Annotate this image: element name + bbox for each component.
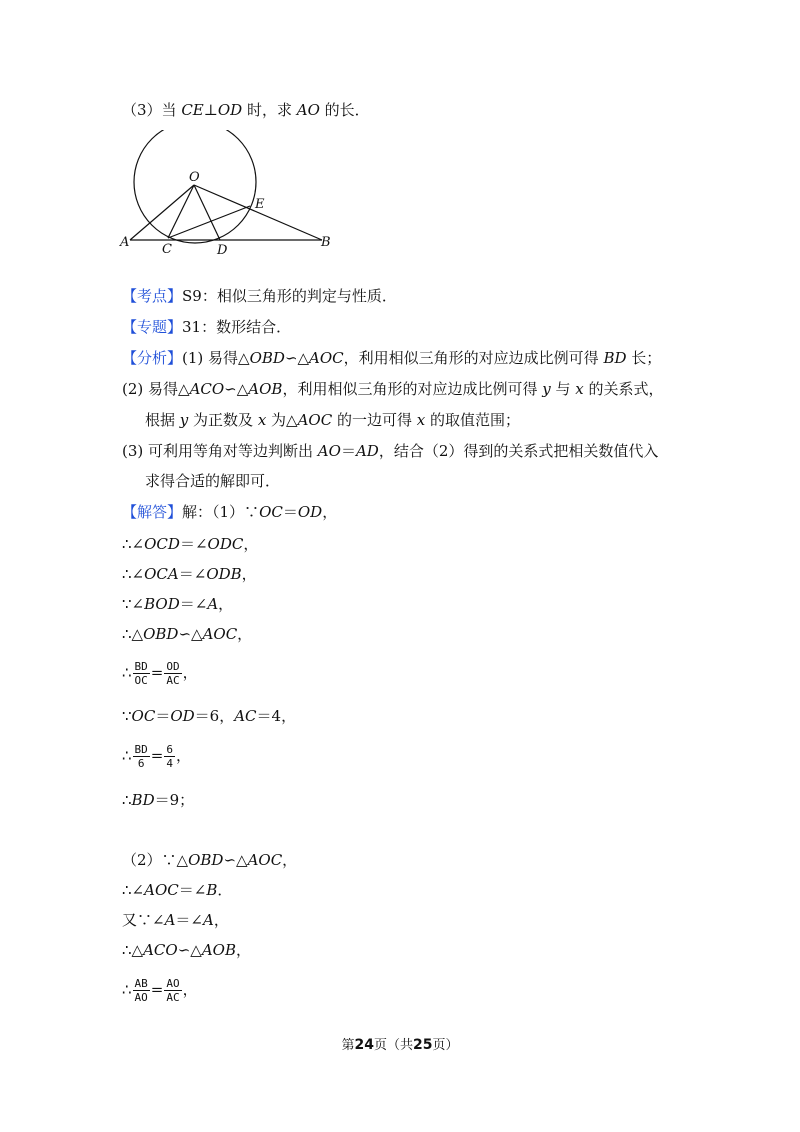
kaodian-line: 【考点】S9：相似三角形的判定与性质． [122,287,397,305]
step-oca-odb: ∴∠OCA＝∠ODB， [122,565,257,583]
label-o: O [189,170,200,185]
zhuanti-tag: 【专题】 [122,318,183,336]
part2-line-2: ∴∠AOC＝∠B． [122,881,233,899]
label-b: B [321,235,331,250]
page-total: 25 [413,1037,433,1053]
step-ocd-odc: ∴∠OCD＝∠ODC， [122,535,259,553]
question-3: （3）当 CE⊥OD 时，求 AO 的长． [122,101,370,119]
geometry-figure [118,130,338,260]
fraction-line-1: ∴ $\frac{BD}{OC}$ = $\frac{OD}{AC}$ ， [122,660,198,687]
jieda-line-1: 【解答】解：（1）∵OC＝OD， [122,503,338,521]
part2-line-4: ∴△ACO∽△AOB， [122,941,251,959]
part2-line-1: （2）∵△OBD∽△AOC， [122,851,298,869]
fenxi-line-1: 【分析】(1) 易得△OBD∽△AOC，利用相似三角形的对应边成比例可得 BD 长； [122,349,662,367]
label-a: A [120,235,130,250]
zhuanti-line: 【专题】31：数形结合． [122,318,292,336]
fraction-line-2: ∴ $\frac{BD}{6}$ = $\frac{6}{4}$ ， [122,743,192,770]
fenxi-tag: 【分析】 [122,349,183,367]
label-c: C [162,242,172,257]
step-bod-a: ∵∠BOD＝∠A， [122,595,234,613]
segment-od [194,185,220,240]
page-footer: 第24页（共25页） [341,1037,459,1053]
segment-oc [168,185,194,238]
page-number: 24 [354,1037,374,1053]
segment-ob [194,185,322,240]
fraction-line-3: ∴ $\frac{AB}{AO}$ = $\frac{AO}{AC}$ ， [122,977,198,1004]
segment-ce [168,206,250,238]
label-d: D [217,243,228,258]
fenxi-line-4: (3) 可利用等角对等边判断出 AO＝AD，结合（2）得到的关系式把相关数值代入 [122,442,659,460]
label-e: E [255,197,265,212]
fenxi-line-2: (2) 易得△ACO∽△AOB，利用相似三角形的对应边成比例可得 y 与 x 的关系式， [122,380,664,398]
fenxi-line-3: 根据 y 为正数及 x 为△AOC 的一边可得 x 的取值范围； [145,411,520,429]
jieda-tag: 【解答】 [122,503,183,521]
step-bd-result: ∴BD＝9； [122,791,195,809]
fenxi-line-5: 求得合适的解即可． [145,472,281,490]
part2-line-3: 又∵∠A＝∠A， [122,911,229,929]
step-values: ∵OC＝OD＝6，AC＝4， [122,707,297,725]
kaodian-tag: 【考点】 [122,287,183,305]
step-similar-1: ∴△OBD∽△AOC， [122,625,253,643]
